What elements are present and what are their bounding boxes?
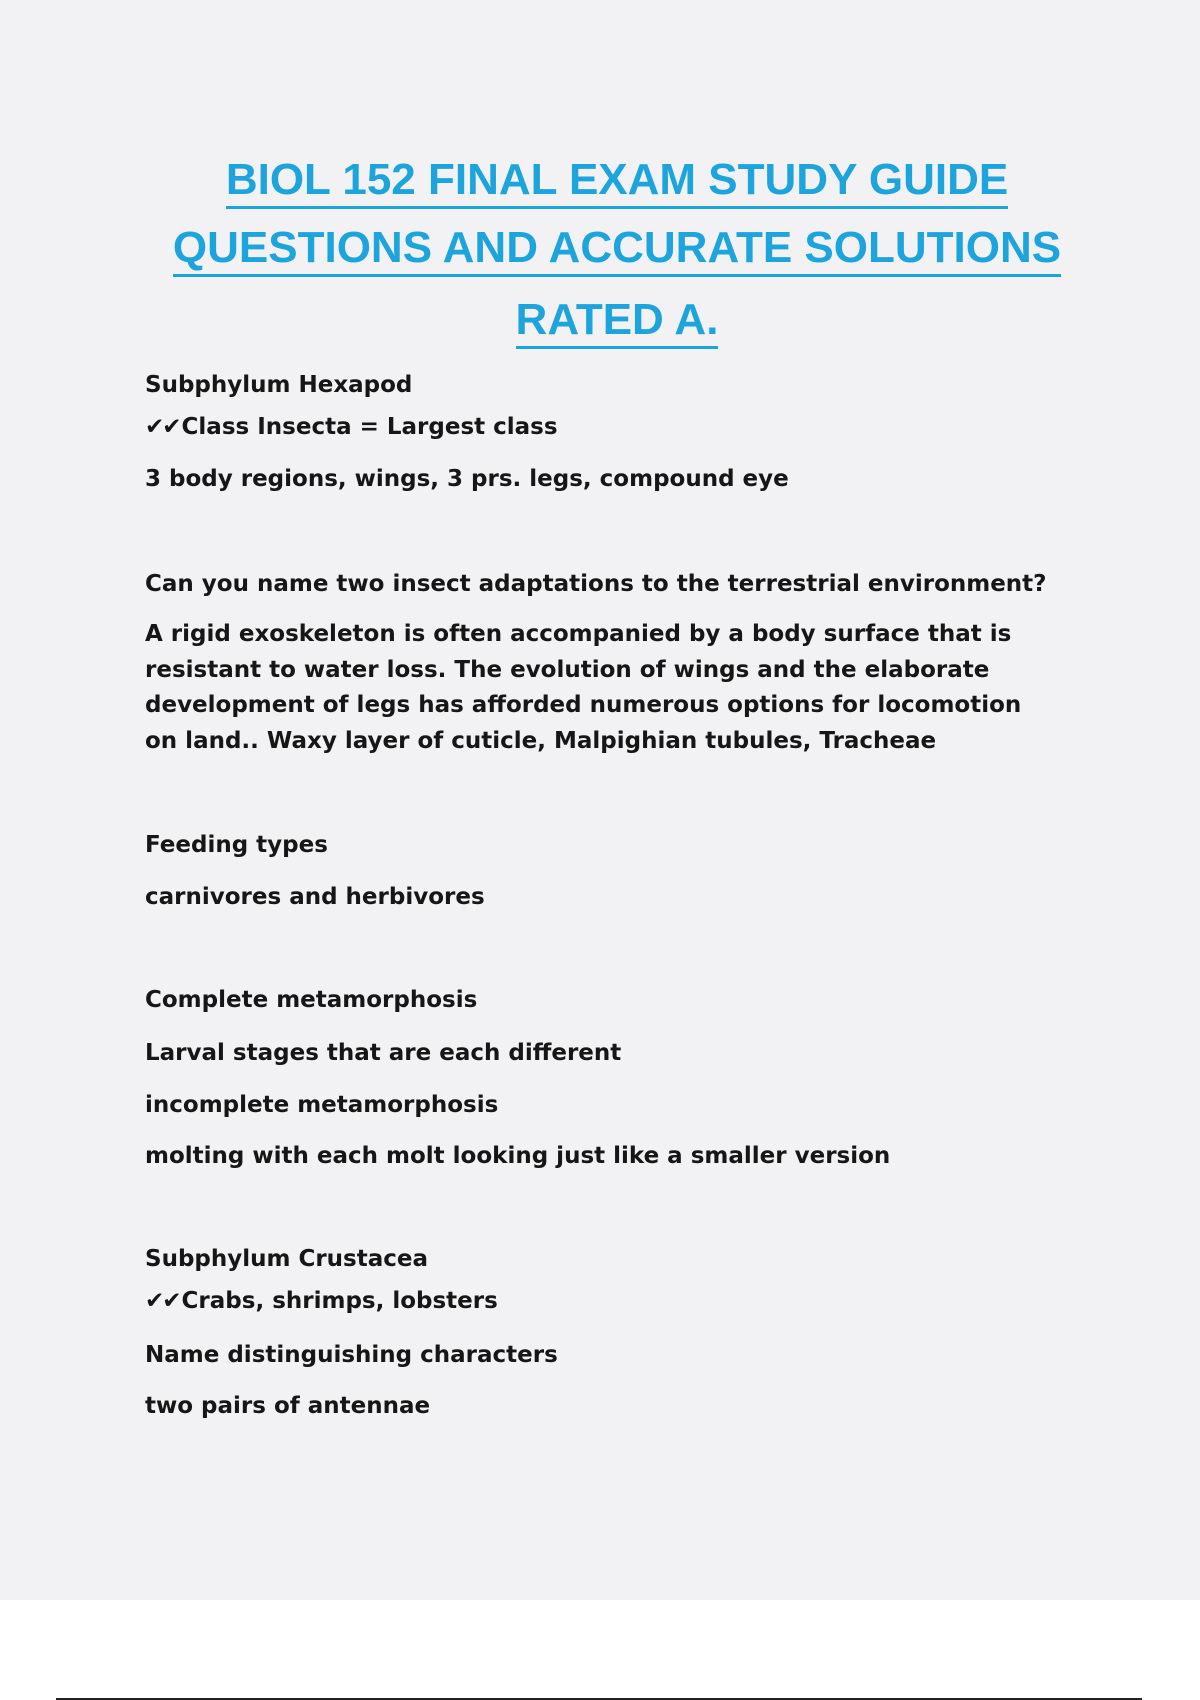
hexapod-heading: Subphylum Hexapod: [145, 372, 413, 398]
hexapod-checked-line: [145, 416, 558, 439]
hexapod-answer: 3 body regions, wings, 3 prs. legs, compound eye: [145, 466, 789, 492]
adaptations-answer: A rigid exoskeleton is often accompanied by a body surface that is resistant to water loss. The evolution of wings and the elaborate development of legs has afforded numerous options for locomotion on land.. Waxy layer of cuticle, Malpighian tubules, Tracheae: [145, 621, 1022, 754]
feeding-answer: carnivores and herbivores: [145, 884, 485, 910]
incomplete-metamorphosis-answer: molting with each molt looking just like a smaller version: [145, 1143, 891, 1169]
title-line-3: RATED A.: [0, 298, 1200, 342]
crustacea-answer: two pairs of antennae: [145, 1393, 431, 1419]
double-check-icon: ✔✔: [145, 1288, 180, 1314]
crustacea-heading: Subphylum Crustacea: [145, 1246, 429, 1272]
double-check-icon: ✔✔: [145, 414, 180, 440]
crustacea-checked-line: [145, 1290, 498, 1313]
title-line-1: BIOL 152 FINAL EXAM STUDY GUIDE: [0, 158, 1200, 202]
adaptations-question: Can you name two insect adaptations to the terrestrial environment?: [145, 571, 1047, 597]
complete-metamorphosis: Complete metamorphosis: [145, 987, 478, 1013]
complete-metamorphosis-answer: Larval stages that are each different: [145, 1040, 622, 1066]
crustacea-question: Name distinguishing characters: [145, 1342, 558, 1368]
hexapod-checked-text: Class Insecta = Largest class: [181, 414, 558, 440]
incomplete-metamorphosis: incomplete metamorphosis: [145, 1092, 499, 1118]
feeding-question: Feeding types: [145, 832, 328, 858]
crustacea-checked-text: Crabs, shrimps, lobsters: [181, 1288, 498, 1314]
title-line-2: QUESTIONS AND ACCURATE SOLUTIONS: [0, 226, 1200, 270]
